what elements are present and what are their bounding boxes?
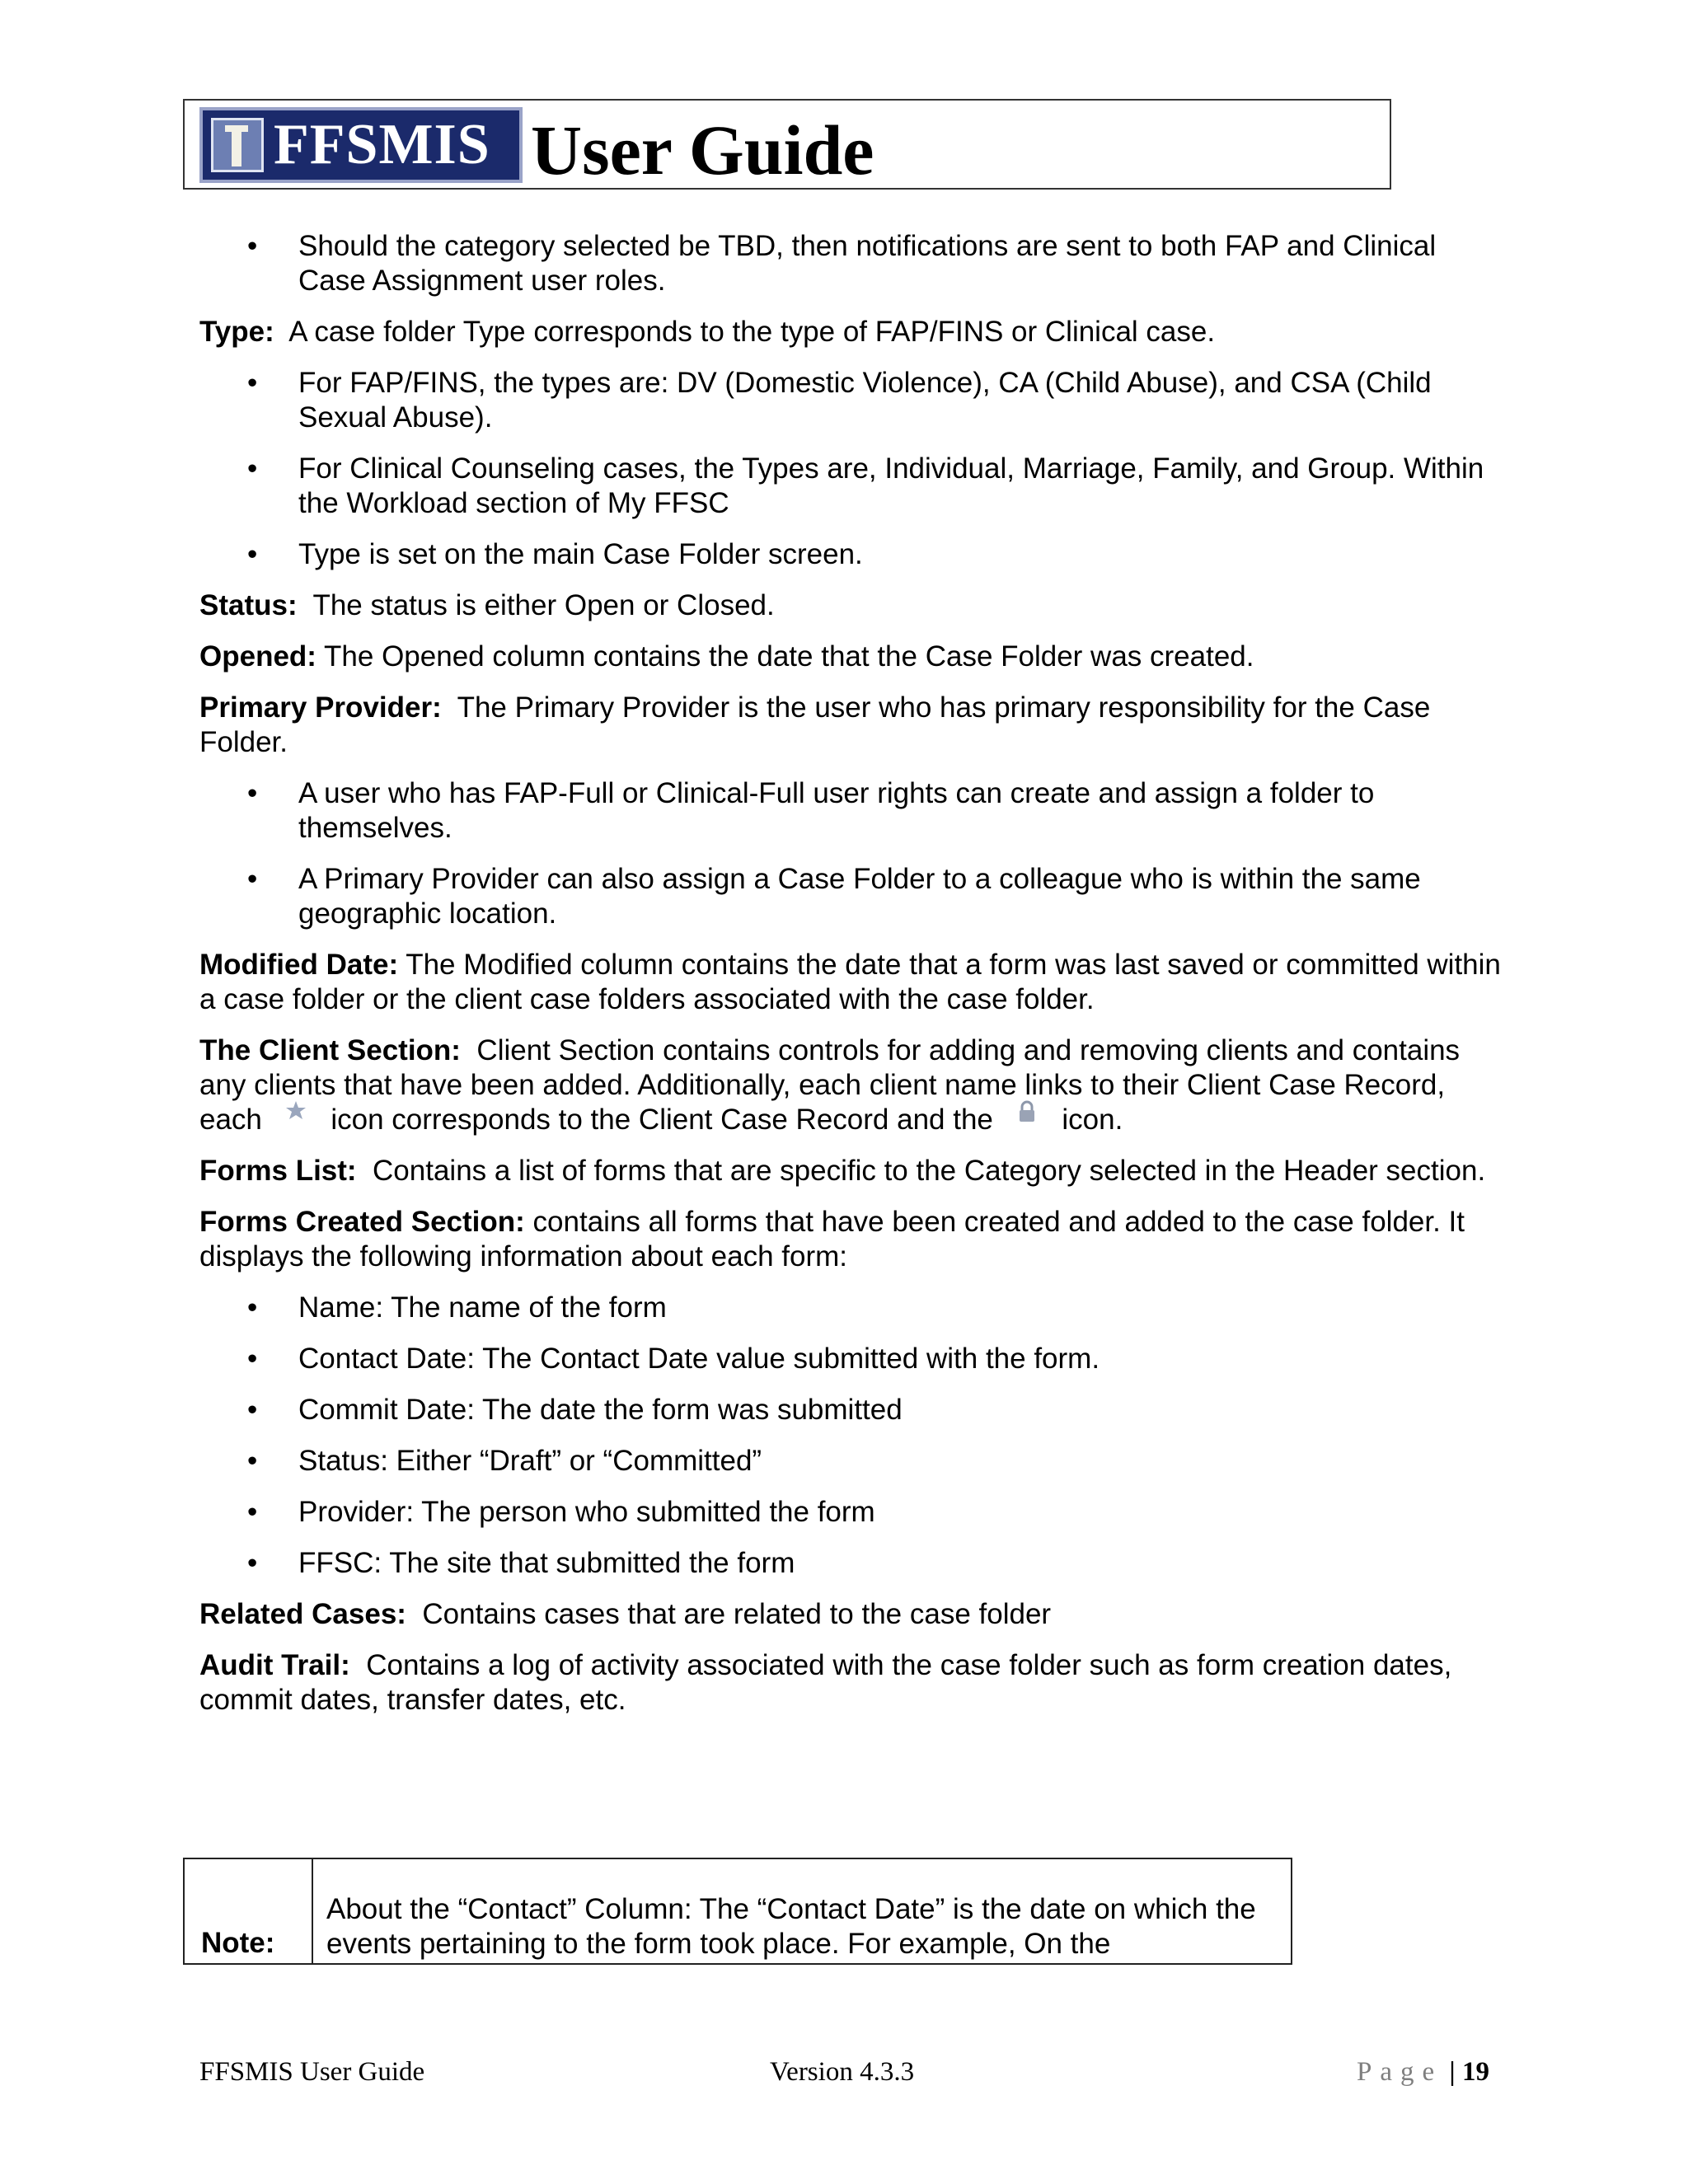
star-icon — [279, 1103, 315, 1131]
client-section-paragraph — [199, 1033, 1502, 1137]
audit-trail-text: Contains a log of activity associated with the case folder such as form creation dates, commit dates, transfer dates, etc. — [199, 1649, 1452, 1716]
client-section-label: The Client Section: — [199, 1034, 461, 1066]
list-item: • For FAP/FINS, the types are: DV (Domestic Violence), CA (Child Abuse), and CSA (Child Sexual Abuse). — [199, 366, 1502, 435]
status-paragraph — [199, 588, 1502, 623]
client-section-text-1: Client Section contains controls for adding and removing clients and contains any clients that have been added. Additionally, each client name links to their Client Case Record, each — [199, 1034, 1461, 1136]
list-item: • Type is set on the main Case Folder screen. — [199, 537, 1502, 572]
primary-provider-paragraph — [199, 691, 1502, 760]
ffsmis-logo — [199, 107, 523, 183]
logo-text: FFSMIS — [274, 113, 490, 176]
note-label: Note: — [185, 1859, 313, 1963]
list-item: • Provider: The person who submitted the form — [199, 1495, 1502, 1530]
modified-date-paragraph — [199, 948, 1502, 1017]
primary-provider-label: Primary Provider: — [199, 691, 442, 724]
list-item: • Commit Date: The date the form was submitted — [199, 1393, 1502, 1427]
page-title: User Guide — [531, 110, 874, 190]
forms-created-label: Forms Created Section: — [199, 1206, 525, 1238]
note-text: About the “Contact” Column: The “Contact Date” is the date on which the events pertaining to the form took place. For example, On the — [326, 1893, 1256, 1960]
list-item: • Status: Either “Draft” or “Committed” — [199, 1444, 1502, 1479]
type-label: Type: — [199, 316, 274, 348]
list-item: • A user who has FAP-Full or Clinical-Full user rights can create and assign a folder to themselves. — [199, 776, 1502, 846]
list-item: • Name: The name of the form — [199, 1291, 1502, 1325]
list-item: • Contact Date: The Contact Date value submitted with the form. — [199, 1342, 1502, 1376]
footer-page-separator: | — [1449, 2057, 1456, 2087]
related-cases-label: Related Cases: — [199, 1598, 406, 1630]
lighthouse-icon — [211, 118, 264, 172]
forms-list-paragraph — [199, 1154, 1502, 1188]
primary-provider-bullet-list — [199, 776, 1502, 931]
list-item: • For Clinical Counseling cases, the Types are, Individual, Marriage, Family, and Group. Within the Workload section of My FFSC — [199, 452, 1502, 521]
list-item: • Should the category selected be TBD, then notifications are sent to both FAP and Clinical Case Assignment user roles. — [199, 229, 1502, 298]
footer-guide-title: FFSMIS User Guide — [199, 2057, 425, 2087]
list-item: • A Primary Provider can also assign a Case Folder to a colleague who is within the same geographic location. — [199, 862, 1502, 931]
modified-date-label: Modified Date: — [199, 949, 399, 981]
forms-list-text: Contains a list of forms that are specific to the Category selected in the Header section. — [373, 1155, 1486, 1187]
page-header — [183, 99, 1391, 190]
status-text: The status is either Open or Closed. — [312, 589, 775, 621]
opened-text: The Opened column contains the date that the Case Folder was created. — [324, 640, 1254, 673]
footer-version: Version 4.3.3 — [770, 2057, 915, 2087]
modified-date-text: The Modified column contains the date that a form was last saved or committed within a case folder or the client case folders associated with the case folder. — [199, 949, 1501, 1015]
opened-label: Opened: — [199, 640, 316, 673]
note-table — [183, 1858, 1292, 1965]
client-section-text-3: icon. — [1062, 1104, 1123, 1136]
type-paragraph — [199, 315, 1502, 349]
client-section-text-2: icon corresponds to the Client Case Record and the — [331, 1104, 993, 1136]
footer-page-number: 19 — [1461, 2057, 1489, 2087]
list-item: • FFSC: The site that submitted the form — [199, 1546, 1502, 1581]
audit-trail-paragraph — [199, 1648, 1502, 1718]
lock-icon — [1010, 1103, 1046, 1131]
forms-created-text: contains all forms that have been created and added to the case folder. It displays the following information about each form: — [199, 1206, 1465, 1272]
forms-created-paragraph — [199, 1205, 1502, 1274]
footer-page-info — [1357, 2057, 1489, 2088]
related-cases-text: Contains cases that are related to the case folder — [422, 1598, 1052, 1630]
type-bullet-list — [199, 366, 1502, 572]
primary-provider-text: The Primary Provider is the user who has primary responsibility for the Case Folder. — [199, 691, 1431, 758]
type-text: A case folder Type corresponds to the type of FAP/FINS or Clinical case. — [288, 316, 1216, 348]
footer-page-word: Page — [1357, 2057, 1443, 2087]
audit-trail-label: Audit Trail: — [199, 1649, 350, 1681]
forms-created-bullet-list — [199, 1291, 1502, 1581]
document-body — [199, 229, 1502, 1734]
category-bullet-list — [199, 229, 1502, 298]
related-cases-paragraph — [199, 1597, 1502, 1632]
opened-paragraph — [199, 640, 1502, 674]
status-label: Status: — [199, 589, 298, 621]
forms-list-label: Forms List: — [199, 1155, 357, 1187]
